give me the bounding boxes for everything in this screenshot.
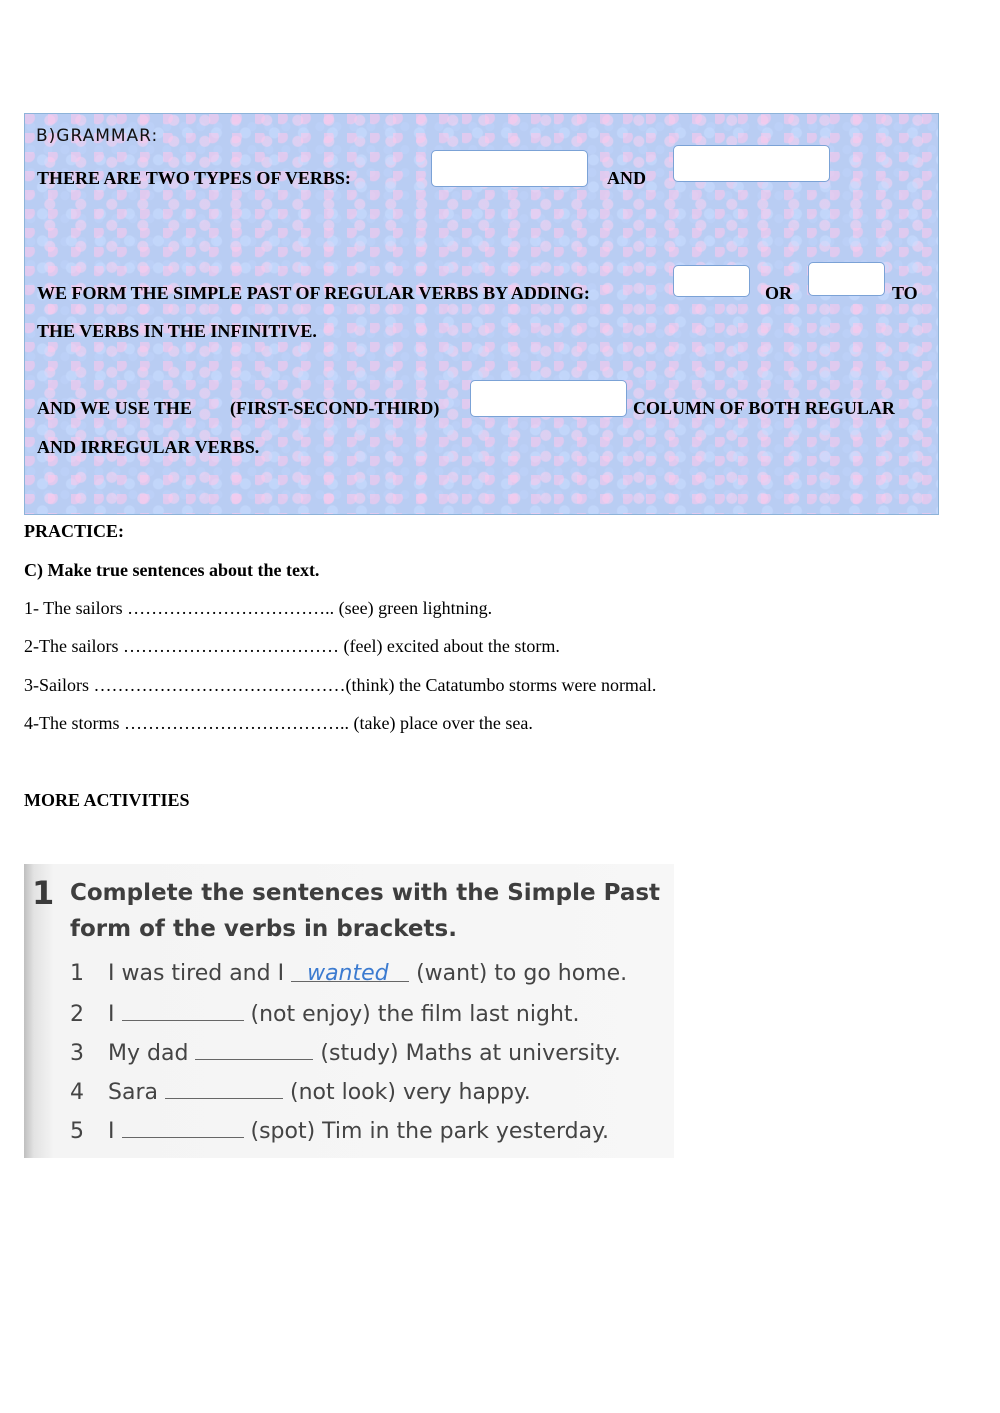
item-text-after: (not enjoy) the film last night. — [250, 1002, 580, 1027]
item-answer-line[interactable] — [122, 1000, 244, 1021]
item-text-before: Sara — [108, 1080, 158, 1105]
grammar-line-infinitive: THE VERBS IN THE INFINITIVE. — [37, 321, 317, 341]
item-number: 1 — [70, 961, 84, 986]
verb-type-answer-box-2[interactable] — [673, 145, 830, 182]
activity-title-line-2: form of the verbs in brackets. — [70, 916, 457, 942]
practice-sentence-4: 4-The storms ……………………………….. (take) place over the sea. — [24, 713, 533, 733]
item-text-before: I was tired and I — [108, 961, 285, 986]
practice-sentence-2: 2-The sailors ……………………………… (feel) excited about the storm. — [24, 636, 560, 656]
item-text-after: (study) Maths at university. — [320, 1041, 621, 1066]
item-text-after: (not look) very happy. — [289, 1080, 531, 1105]
activity-item-2 — [70, 1000, 580, 1027]
practice-heading: PRACTICE: — [24, 521, 125, 541]
practice-instruction: C) Make true sentences about the text. — [24, 560, 320, 580]
practice-sentence-3: 3-Sailors ……………………………………(think) the Catatumbo storms were normal. — [24, 675, 657, 695]
grammar-heading: B)GRAMMAR: — [36, 126, 159, 146]
activity-title-line-1: Complete the sentences with the Simple Past — [70, 880, 661, 906]
item-text-before: I — [108, 1002, 115, 1027]
grammar-line-use-end: COLUMN OF BOTH REGULAR — [633, 398, 895, 418]
grammar-line-use-start: AND WE USE THE — [37, 398, 192, 418]
practice-sentence-1: 1- The sailors …………………………….. (see) green lightning. — [24, 598, 493, 618]
grammar-line-regular-ending: WE FORM THE SIMPLE PAST OF REGULAR VERBS BY ADDING: — [37, 283, 590, 303]
activity-number: 1 — [32, 874, 55, 912]
item-number: 2 — [70, 1002, 84, 1027]
grammar-to-label: TO — [892, 283, 918, 303]
grammar-line-verb-types: THERE ARE TWO TYPES OF VERBS: — [37, 168, 351, 188]
ending-answer-box-2[interactable] — [808, 262, 885, 296]
item-answer-line[interactable] — [165, 1078, 283, 1099]
item-number: 5 — [70, 1119, 84, 1144]
activity-item-4 — [70, 1078, 531, 1105]
item-text-after: (want) to go home. — [416, 961, 628, 986]
activity-item-1 — [70, 961, 627, 986]
item-answer-line[interactable] — [195, 1039, 313, 1060]
item-answer: wanted — [307, 961, 389, 986]
item-number: 4 — [70, 1080, 84, 1105]
activity-item-3 — [70, 1039, 621, 1066]
activity-1-panel — [24, 864, 674, 1158]
item-answer-line[interactable] — [122, 1117, 244, 1138]
grammar-and-label: AND — [607, 168, 646, 188]
item-text-before: I — [108, 1119, 115, 1144]
more-activities-heading: MORE ACTIVITIES — [24, 790, 190, 810]
ending-answer-box-1[interactable] — [673, 265, 750, 297]
verb-type-answer-box-1[interactable] — [431, 150, 588, 187]
activity-item-5 — [70, 1117, 609, 1144]
grammar-or-label: OR — [765, 283, 792, 303]
item-text-after: (spot) Tim in the park yesterday. — [250, 1119, 609, 1144]
item-answer-line[interactable] — [291, 961, 409, 986]
grammar-line-irregular: AND IRREGULAR VERBS. — [37, 437, 260, 457]
item-number: 3 — [70, 1041, 84, 1066]
item-text-before: My dad — [108, 1041, 189, 1066]
column-answer-box[interactable] — [470, 380, 627, 417]
grammar-column-choice: (FIRST-SECOND-THIRD) — [230, 398, 440, 418]
